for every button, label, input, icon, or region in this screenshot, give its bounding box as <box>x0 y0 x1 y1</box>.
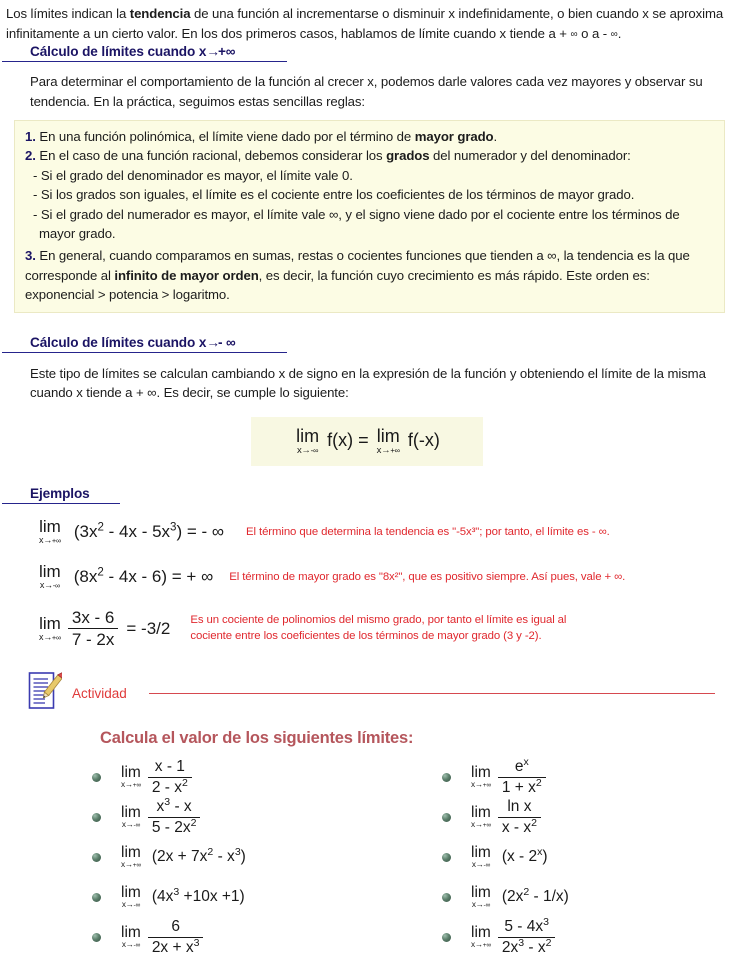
section-heading-minus-label: Cálculo de límites cuando x→- ∞ <box>30 334 236 350</box>
limit-operator-ex3: lim x→+∞ <box>39 614 61 643</box>
activity-title: Calcula el valor de los siguientes límites: <box>100 729 414 748</box>
section-heading-plus-label: Cálculo de límites cuando x→+∞ <box>30 44 236 59</box>
rules-box <box>14 120 725 313</box>
fraction: $\frac{e^x}{1 + x^2}$ <box>498 758 546 796</box>
limit-operator: lim x→-∞ <box>121 923 141 950</box>
example-row-2 <box>36 563 733 593</box>
limit-operator-ex1: lim x→+∞ <box>39 517 61 546</box>
fraction: $\frac{x^3 - x}{5 - 2x^2}$ <box>148 798 201 836</box>
exercise-right-4 <box>468 885 569 910</box>
exercise-right-3 <box>468 845 548 870</box>
list-item <box>442 837 733 877</box>
rule-sub-2: - Si los grados son iguales, el límite es el cociente entre los coeficientes de los términos de mayor grado. <box>33 187 635 203</box>
exercise-right-2 <box>468 798 545 836</box>
section-heading-plus-infinity <box>2 44 287 62</box>
exercise-grid <box>0 757 733 957</box>
formula-expr-1: f(x) <box>327 429 354 450</box>
bullet-icon <box>442 893 451 902</box>
activity-header <box>0 671 733 716</box>
section-heading-minus-infinity <box>2 335 287 353</box>
bullet-icon <box>442 813 451 822</box>
bullet-icon <box>442 933 451 942</box>
limit-operator-1: lim x→-∞ <box>296 425 320 456</box>
exercise-right-1 <box>468 758 550 796</box>
formula-expr-2: f(-x) <box>407 429 440 450</box>
bullet-icon <box>92 813 101 822</box>
limit-operator: lim x→+∞ <box>471 763 491 790</box>
list-item <box>92 757 442 797</box>
list-item <box>442 917 733 957</box>
limit-operator-2: lim x→+∞ <box>376 425 400 456</box>
example-1-note: El término que determina la tendencia es "-5x³"; por tanto, el límite es - ∞. <box>246 526 610 539</box>
activity-label: Actividad <box>72 686 127 702</box>
limit-subscript-1: x→-∞ <box>296 444 319 456</box>
exercise-left-1 <box>118 758 196 796</box>
bullet-icon <box>442 853 451 862</box>
arrow-icon: → <box>206 44 218 59</box>
formula-box <box>251 417 483 467</box>
bullet-icon <box>92 853 101 862</box>
limit-operator: lim x→+∞ <box>471 923 491 950</box>
example-2-math <box>36 563 213 590</box>
bullet-icon <box>92 933 101 942</box>
limit-operator: lim x→-∞ <box>471 883 491 910</box>
limit-operator: lim x→-∞ <box>121 803 141 830</box>
examples-list <box>0 518 733 649</box>
example-row-3 <box>36 608 733 649</box>
intro-text-1: Los límites indican la <box>6 6 130 21</box>
formula-equals: = <box>358 429 369 450</box>
fraction: $\frac{5 - 4x^3}{2x^3 - x^2}$ <box>498 918 556 956</box>
rule-2-number: 2. <box>25 148 36 164</box>
examples-heading <box>2 486 120 504</box>
rule-item-3: 3. En general, cuando comparamos en sumas, restas o cocientes funciones que tienden a ∞, la tendencia es la que corresponde al infinito de mayor orden, es decir, la función cuyo crecimiento es más rápido. Este orden es: exponencial > potencia > logaritmo. <box>25 248 690 303</box>
example-3-math <box>36 608 170 649</box>
limit-operator: lim x→+∞ <box>471 803 491 830</box>
limit-operator: lim x→-∞ <box>471 843 491 870</box>
example-3-fraction <box>68 608 119 649</box>
exercise-right-5 <box>468 918 559 956</box>
section-plus-paragraph: Para determinar el comportamiento de la función al crecer x, podemos darle valores cada vez mayores y observar su tendencia. En la práctica, seguimos estas sencillas reglas: <box>30 74 703 109</box>
exercise-left-3 <box>118 845 246 870</box>
bullet-icon <box>442 773 451 782</box>
list-item <box>92 917 442 957</box>
rule-1-number: 1. <box>25 129 36 144</box>
list-item <box>92 877 442 917</box>
bullet-icon <box>92 893 101 902</box>
rule-sub-3: - Si el grado del numerador es mayor, el límite vale ∞, y el signo viene dado por el cociente entre los términos de mayor grado. <box>33 206 680 242</box>
example-3-numerator: 3x - 6 <box>71 608 115 628</box>
rule-item-1: 1. En una función polinómica, el límite viene dado por el término de mayor grado. <box>25 129 498 144</box>
bullet-icon <box>92 773 101 782</box>
list-item <box>442 797 733 837</box>
list-item <box>442 877 733 917</box>
rule-3-number: 3. <box>25 248 36 264</box>
limit-operator: lim x→+∞ <box>121 763 141 790</box>
exercise-left-2 <box>118 798 204 836</box>
expression: $(4x^3 +10x +1)$ <box>151 886 245 906</box>
limit-subscript-2: x→+∞ <box>376 444 400 456</box>
limit-operator: lim x→+∞ <box>121 843 141 870</box>
intro-paragraph <box>0 0 733 44</box>
example-row-1 <box>36 518 733 548</box>
example-3-note: Es un cociente de polinomios del mismo grado, por tanto el límite es igual al cociente entre los coeficientes de los términos de mayor grado (3 y -2). <box>190 614 567 642</box>
list-item <box>92 797 442 837</box>
fraction: $\frac{\text{ln x}}{x - x^2}$ <box>498 798 541 836</box>
example-3-denominator: 7 - 2x <box>68 628 119 649</box>
example-2-expression: $(8x^2 - 4x - 6)$ = + ∞ <box>73 566 214 586</box>
document-pencil-icon <box>28 671 62 716</box>
example-1-expression: $(3x^2 - 4x - 5x^3)$ = - ∞ <box>73 521 225 541</box>
expression: (x - 2$^x$) <box>501 846 548 866</box>
examples-heading-label: Ejemplos <box>30 486 90 502</box>
activity-divider <box>149 693 715 694</box>
expression: $(2x + 7x^2 - x^3)$ <box>151 846 246 866</box>
example-3-result: = -3/2 <box>126 618 171 638</box>
example-1-math <box>36 518 224 545</box>
intro-text-2: de una función al incrementarse o disminuir x indefinidamente, o bien cuando x se aproxima infinitamente a un cierto valor. En los dos primeros casos, hablamos de límite cuando x tiende a + ∞ o a - ∞. <box>6 6 724 41</box>
exercise-left-5 <box>118 918 207 956</box>
rule-sub-1: - Si el grado del denominador es mayor, el límite vale 0. <box>33 167 353 183</box>
exercise-left-4 <box>118 885 245 910</box>
list-item <box>92 837 442 877</box>
fraction: $\frac{6}{2x + x^3}$ <box>148 918 204 956</box>
fraction: $\frac{x - 1}{2 - x^2}$ <box>148 758 192 796</box>
example-2-note: El término de mayor grado es "8x²", que es positivo siempre. Así pues, vale + ∞. <box>229 571 626 584</box>
expression: $(2x^2 - 1/x)$ <box>501 886 569 906</box>
section-minus-paragraph: Este tipo de límites se calculan cambiando x de signo en la expresión de la función y obteniendo el límite de la misma cuando x tiende a + ∞. Es decir, se cumple lo siguiente: <box>30 365 706 401</box>
rule-item-2: 2. En el caso de una función racional, debemos considerar los grados del numerador y del denominador: <box>25 148 631 164</box>
arrow-icon-2: → <box>206 334 218 350</box>
limit-operator: lim x→-∞ <box>121 883 141 910</box>
limit-operator-ex2: lim x→-∞ <box>39 562 61 591</box>
list-item <box>442 757 733 797</box>
intro-bold: tendencia <box>129 6 191 21</box>
